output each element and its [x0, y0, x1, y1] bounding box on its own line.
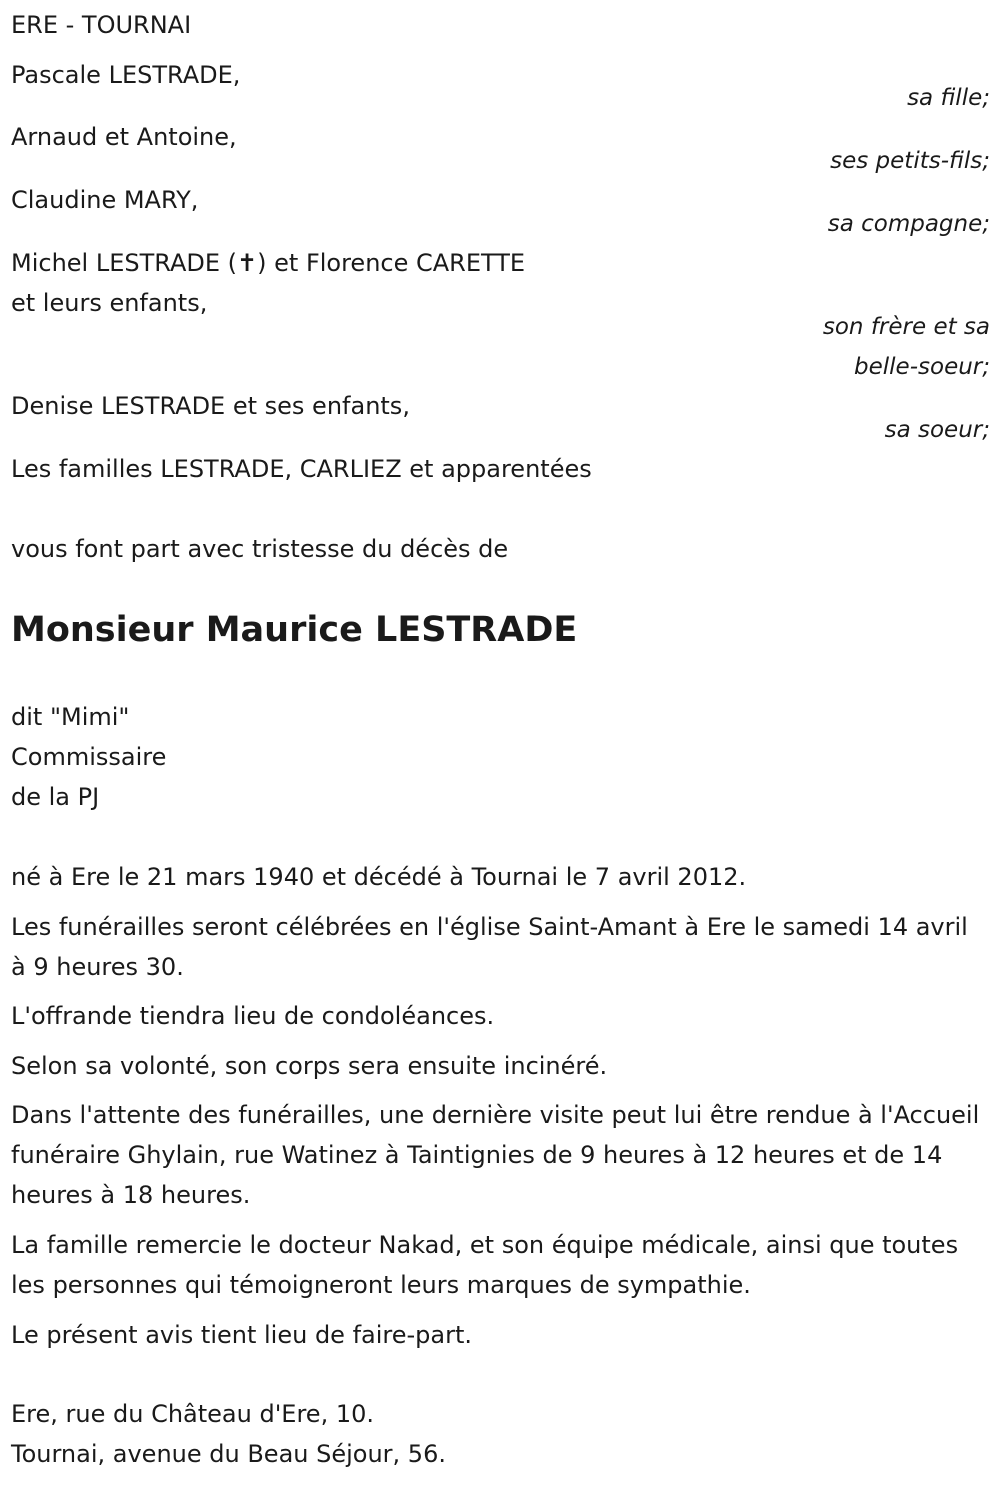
family-name-daughter: Pascale LESTRADE, — [11, 61, 241, 89]
relation-brother-line2: belle-soeur; — [854, 354, 990, 380]
address-line-2: Tournai, avenue du Beau Séjour, 56. — [11, 1440, 446, 1468]
deceased-title-line2: de la PJ — [11, 783, 100, 811]
cremation-notice: Selon sa volonté, son corps sera ensuite incinéré. — [11, 1052, 608, 1080]
offering-notice: L'offrande tiendra lieu de condoléances. — [11, 1002, 495, 1030]
faire-part-notice: Le présent avis tient lieu de faire-part. — [11, 1321, 473, 1349]
family-name-brother: Michel LESTRADE (✝) et Florence CARETTE — [11, 249, 526, 277]
funeral-details: Les funérailles seront célébrées en l'église Saint-Amant à Ere le samedi 14 avril à 9 heures 30. — [11, 913, 968, 981]
announcement-text: vous font part avec tristesse du décès de — [11, 535, 509, 563]
relation-sister: sa soeur; — [884, 417, 990, 443]
thanks-paragraph: La famille remercie le docteur Nakad, et son équipe médicale, ainsi que toutes les personnes qui témoigneront leurs marques de sympathie. — [11, 1231, 959, 1299]
deceased-name: Monsieur Maurice LESTRADE — [11, 610, 578, 650]
family-name-sister: Denise LESTRADE et ses enfants, — [11, 392, 410, 420]
families-line: Les familles LESTRADE, CARLIEZ et apparentées — [11, 455, 592, 483]
family-name-brother-line2: et leurs enfants, — [11, 289, 208, 317]
relation-brother: son frère et sa — [822, 314, 990, 340]
relation-grandsons: ses petits-fils; — [830, 148, 990, 174]
deceased-nickname: dit "Mimi" — [11, 703, 130, 731]
deceased-title-line1: Commissaire — [11, 743, 167, 771]
relation-companion: sa compagne; — [827, 211, 990, 237]
relation-daughter: sa fille; — [907, 85, 990, 111]
address-line-1: Ere, rue du Château d'Ere, 10. — [11, 1400, 374, 1428]
family-name-grandsons: Arnaud et Antoine, — [11, 123, 237, 151]
visit-details: Dans l'attente des funérailles, une dernière visite peut lui être rendue à l'Accueil funéraire Ghylain, rue Watinez à Taintignies de 9 heures à 12 heures et de 14 heures à 18 heures. — [11, 1101, 980, 1209]
birth-death-dates: né à Ere le 21 mars 1940 et décédé à Tournai le 7 avril 2012. — [11, 863, 747, 891]
location-header: ERE - TOURNAI — [11, 11, 192, 39]
family-name-companion: Claudine MARY, — [11, 186, 199, 214]
